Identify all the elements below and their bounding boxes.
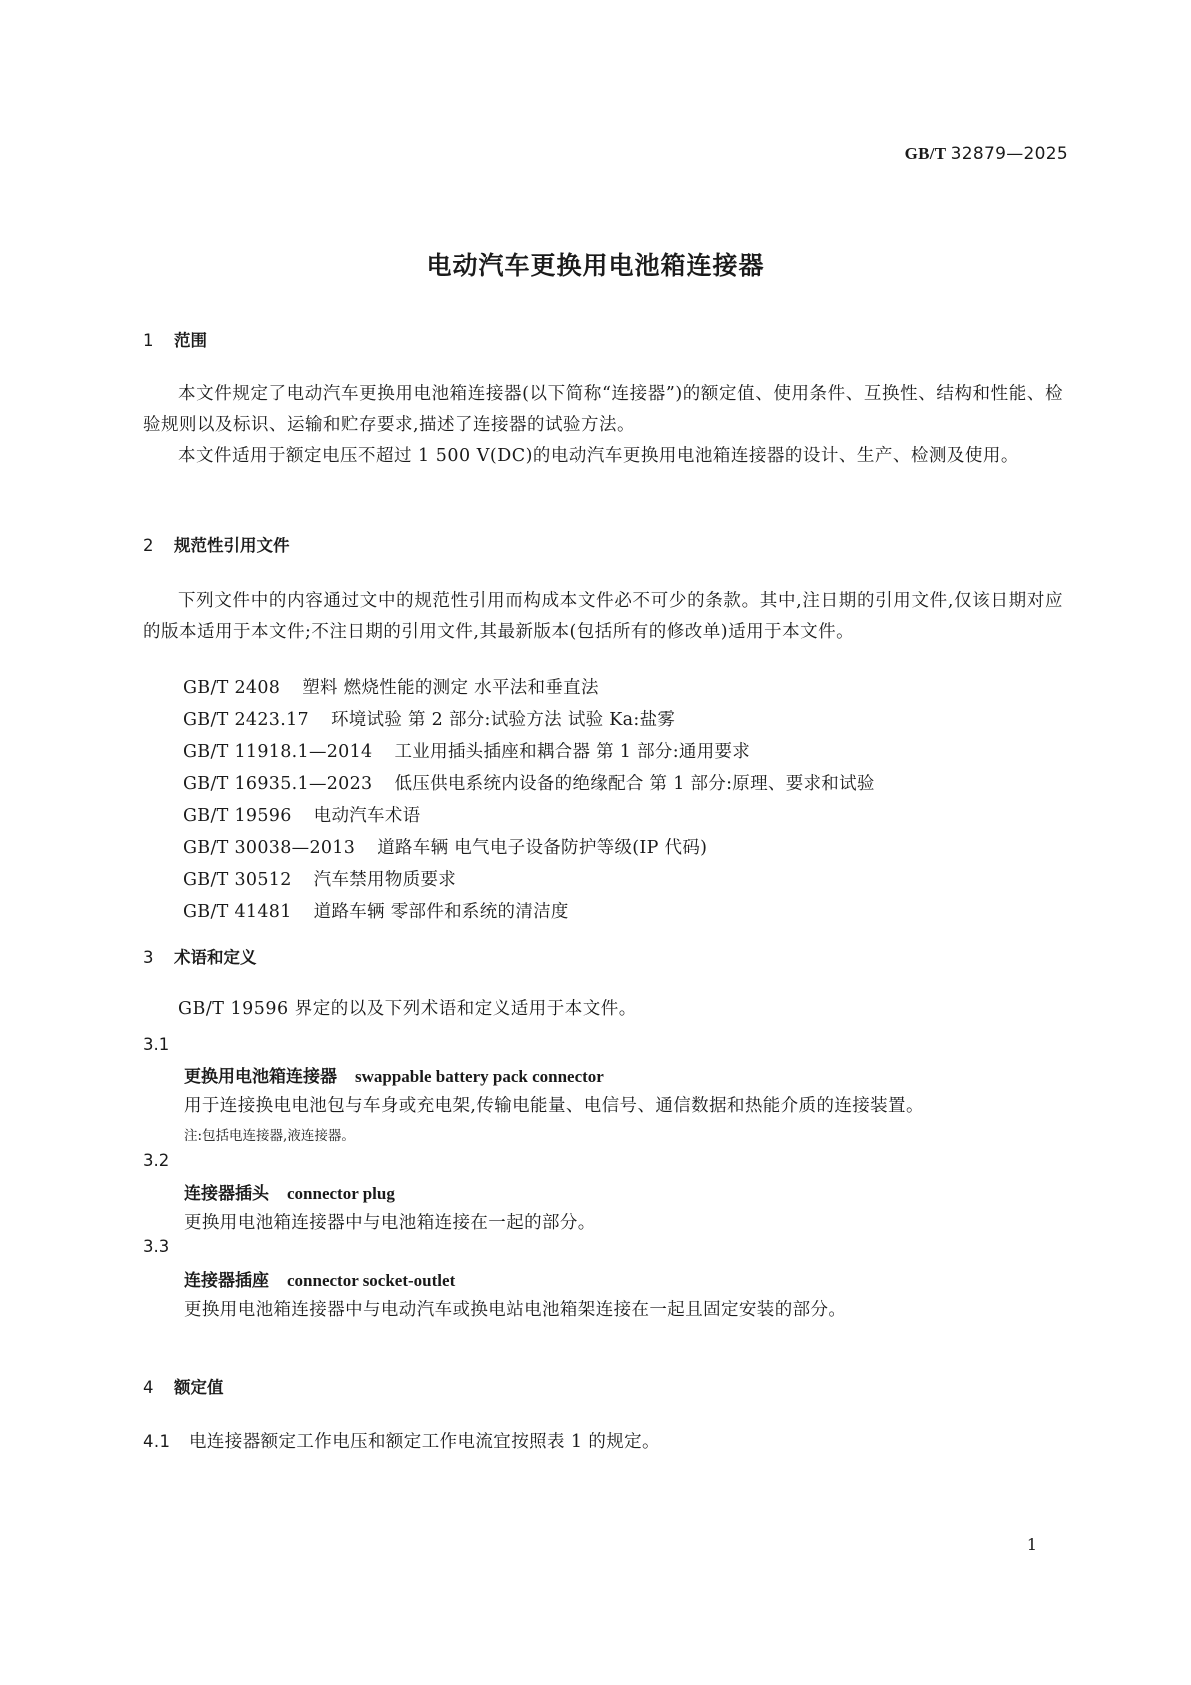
- scope-paragraph-2: 本文件适用于额定电压不超过 1 500 V(DC)的电动汽车更换用电池箱连接器的设计、生产、检测及使用。: [178, 446, 1019, 466]
- normative-intro: 下列文件中的内容通过文中的规范性引用而构成本文件必不可少的条款。其中,注日期的引用文件,仅该日期对应的版本适用于本文件;不注日期的引用文件,其最新版本(包括所有的修改单)适用于本文件。: [143, 591, 1063, 642]
- reference-code: GB/T 30038—2013: [183, 838, 356, 858]
- reference-item: [183, 768, 875, 800]
- reference-code: GB/T 19596: [183, 806, 292, 826]
- reference-item: [183, 800, 875, 832]
- section-number: 3: [143, 948, 154, 967]
- clause-text: 电连接器额定工作电压和额定工作电流宜按照表 1 的规定。: [189, 1432, 660, 1452]
- standard-number-value: 32879—2025: [950, 144, 1068, 164]
- clause-number: 3.1: [143, 1035, 170, 1054]
- term-en: connector socket-outlet: [287, 1271, 456, 1290]
- reference-item: [183, 832, 875, 864]
- terms-intro: GB/T 19596 界定的以及下列术语和定义适用于本文件。: [178, 999, 637, 1019]
- section-title: 规范性引用文件: [174, 536, 290, 555]
- reference-item: [183, 672, 875, 704]
- reference-title: 低压供电系统内设备的绝缘配合 第 1 部分:原理、要求和试验: [394, 774, 875, 794]
- section-number: 1: [143, 331, 154, 350]
- section-heading-scope: [143, 327, 207, 351]
- reference-title: 塑料 燃烧性能的测定 水平法和垂直法: [302, 678, 599, 698]
- reference-title: 道路车辆 零部件和系统的清洁度: [313, 902, 569, 922]
- reference-code: GB/T 16935.1—2023: [183, 774, 373, 794]
- term-note: 注:包括电连接器,液连接器。: [184, 1128, 355, 1144]
- reference-code: GB/T 30512: [183, 870, 292, 890]
- reference-title: 道路车辆 电气电子设备防护等级(IP 代码): [377, 838, 708, 858]
- reference-title: 汽车禁用物质要求: [313, 870, 457, 890]
- term-zh: 更换用电池箱连接器: [184, 1067, 337, 1087]
- term-zh: 连接器插头: [184, 1184, 269, 1204]
- section-heading-normative: [143, 532, 290, 556]
- clause-4-1: [143, 1428, 660, 1453]
- term-en: connector plug: [287, 1184, 395, 1203]
- standard-prefix: GB/T: [904, 144, 947, 163]
- section-heading-terms: [143, 944, 257, 968]
- page-number: 1: [1026, 1535, 1037, 1554]
- reference-code: GB/T 2408: [183, 678, 281, 698]
- reference-code: GB/T 41481: [183, 902, 292, 922]
- clause-number: 4.1: [143, 1432, 171, 1451]
- reference-item: [183, 896, 875, 928]
- reference-item: [183, 704, 875, 736]
- reference-title: 环境试验 第 2 部分:试验方法 试验 Ka:盐雾: [330, 710, 676, 730]
- document-title: 电动汽车更换用电池箱连接器: [426, 251, 765, 280]
- reference-code: GB/T 11918.1—2014: [183, 742, 373, 762]
- term-heading: [184, 1266, 455, 1291]
- reference-item: [183, 864, 875, 896]
- standard-number: [905, 144, 1068, 164]
- term-definition: 用于连接换电电池包与车身或充电架,传输电能量、电信号、通信数据和热能介质的连接装置。: [184, 1096, 924, 1116]
- section-heading-ratings: [143, 1374, 224, 1398]
- section-title: 范围: [174, 331, 207, 350]
- term-heading: [184, 1179, 395, 1204]
- reference-title: 工业用插头插座和耦合器 第 1 部分:通用要求: [394, 742, 751, 762]
- reference-item: [183, 736, 875, 768]
- section-title: 术语和定义: [174, 948, 257, 967]
- clause-number: 3.2: [143, 1151, 170, 1170]
- reference-list: [183, 672, 875, 928]
- scope-paragraph-1: 本文件规定了电动汽车更换用电池箱连接器(以下简称“连接器”)的额定值、使用条件、互换性、结构和性能、检验规则以及标识、运输和贮存要求,描述了连接器的试验方法。: [143, 384, 1063, 435]
- section-number: 4: [143, 1378, 154, 1397]
- term-heading: [184, 1062, 604, 1087]
- term-en: swappable battery pack connector: [355, 1067, 604, 1086]
- section-number: 2: [143, 536, 154, 555]
- reference-title: 电动汽车术语: [313, 806, 421, 826]
- section-title: 额定值: [174, 1378, 224, 1397]
- reference-code: GB/T 2423.17: [183, 710, 309, 730]
- term-definition: 更换用电池箱连接器中与电动汽车或换电站电池箱架连接在一起且固定安装的部分。: [184, 1300, 847, 1320]
- term-definition: 更换用电池箱连接器中与电池箱连接在一起的部分。: [184, 1213, 596, 1233]
- term-zh: 连接器插座: [184, 1271, 269, 1291]
- clause-number: 3.3: [143, 1237, 170, 1256]
